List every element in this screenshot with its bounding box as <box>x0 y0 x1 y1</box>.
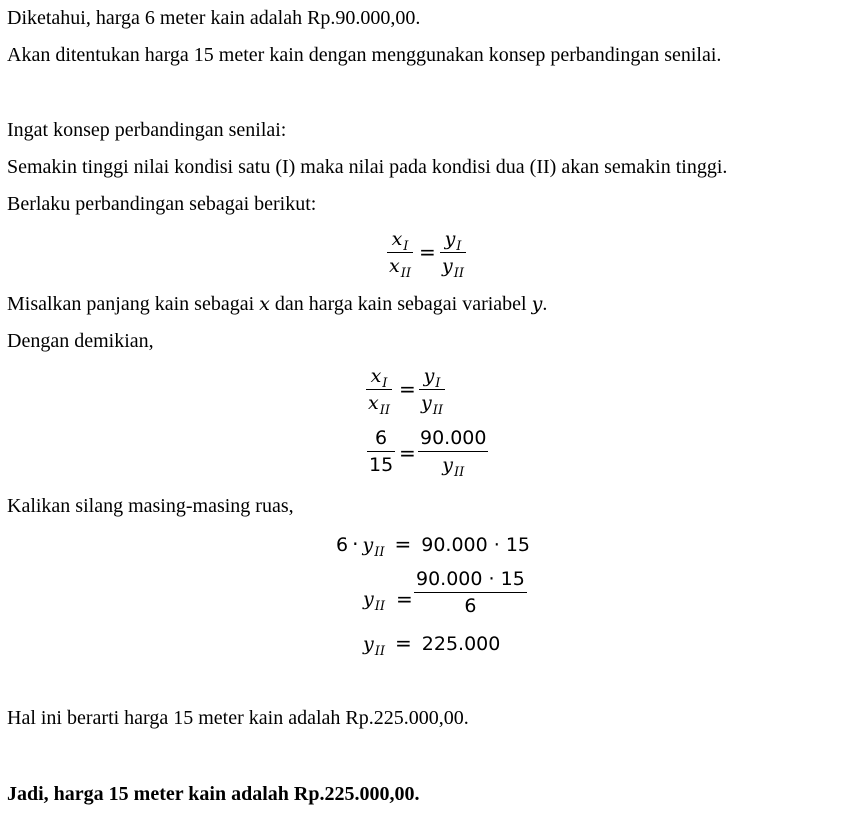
variable-definition: Misalkan panjang kain sebagai x dan harga kain sebagai variabel y. <box>7 293 548 315</box>
equals-sign: = <box>399 441 416 465</box>
lhs-y: $y_{II}$ <box>363 588 386 614</box>
equals-sign: = <box>396 587 413 611</box>
fraction-x: $x_I$ $x_{II}$ <box>368 365 390 418</box>
fraction-x: $x_I$ $x_{II}$ <box>389 228 411 281</box>
interpretation-text: Hal ini berarti harga 15 meter kain adalah Rp.225.000,00. <box>7 707 469 729</box>
therefore-text: Dengan demikian, <box>7 330 154 352</box>
given-statement: Diketahui, harga 6 meter kain adalah Rp.90.000,00. <box>7 7 421 29</box>
concept-description: Semakin tinggi nilai kondisi satu (I) maka nilai pada kondisi dua (II) akan semakin tinggi. <box>7 156 728 178</box>
fraction-prices: 90.000 $y_{II}$ <box>420 427 487 480</box>
cross-multiply-equation: $6 \cdot y_{II} = 90.000 \cdot 15$ <box>336 532 531 560</box>
concept-heading: Ingat konsep perbandingan senilai: <box>7 119 287 141</box>
rule-intro: Berlaku perbandingan sebagai berikut: <box>7 193 317 215</box>
goal-statement: Akan ditentukan harga 15 meter kain dengan menggunakan konsep perbandingan senilai. <box>7 44 722 66</box>
fraction-y: $y_I$ $y_{II}$ <box>442 228 465 281</box>
fraction-y: $y_I$ $y_{II}$ <box>421 365 444 418</box>
equals-sign: = <box>419 240 436 264</box>
equals-sign: = <box>399 377 416 401</box>
fraction-solution: 90.000 · 15 6 <box>416 568 525 617</box>
cross-multiply-text: Kalikan silang masing-masing ruas, <box>7 495 294 517</box>
conclusion-text: Jadi, harga 15 meter kain adalah Rp.225.000,00. <box>7 783 420 805</box>
fraction-lengths: 6 15 <box>369 427 394 476</box>
result-equation: $y_{II} = 225.000$ <box>363 631 501 659</box>
